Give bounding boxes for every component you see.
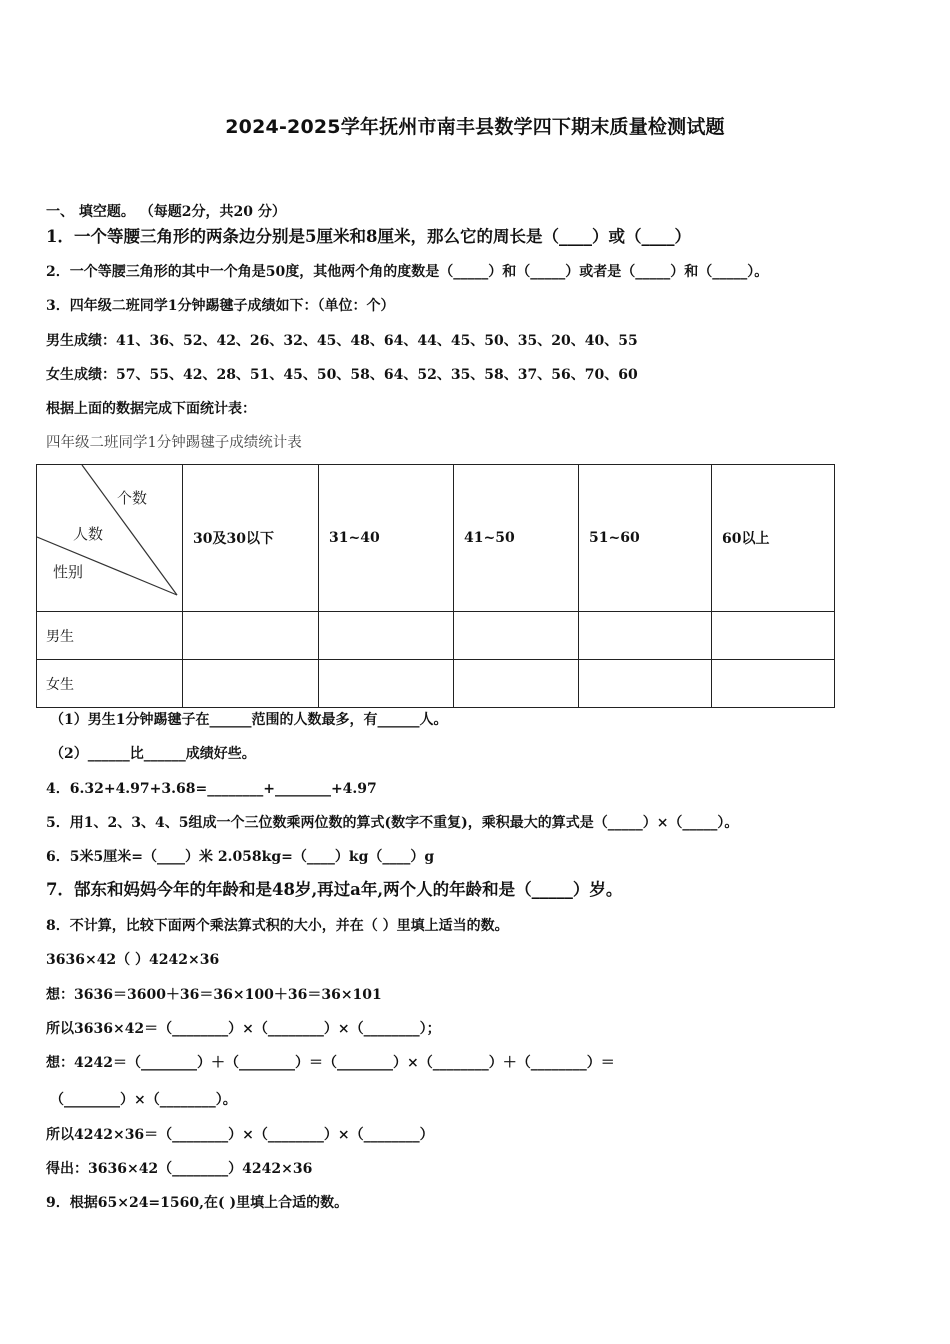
column-header: 31~40 — [319, 465, 454, 612]
question-3-part-2: （2）______比______成绩好些。 — [50, 746, 256, 762]
table-corner-cell — [37, 465, 183, 612]
question-8-think-2: 想：4242＝（________）＋（________）＝（________）×（________）＋（________）＝ — [46, 1055, 615, 1071]
question-7: 7．郜东和妈妈今年的年龄和是48岁,再过a年,两个人的年龄和是（_____）岁。 — [46, 880, 623, 899]
table-cell[interactable] — [319, 660, 454, 708]
row-label-boys: 男生 — [37, 612, 183, 660]
question-8-so-2: 所以4242×36＝（________）×（________）×（________） — [46, 1127, 434, 1143]
table-cell[interactable] — [319, 612, 454, 660]
question-1: 1．一个等腰三角形的两条边分别是5厘米和8厘米，那么它的周长是（____）或（____） — [46, 227, 691, 246]
question-5: 5．用1、2、3、4、5组成一个三位数乘两位数的算式(数字不重复)，乘积最大的算式是（_____）×（_____）。 — [46, 815, 739, 831]
girls-scores: 女生成绩：57、55、42、28、51、45、50、58、64、52、35、58、37、56、70、60 — [46, 367, 638, 383]
question-4: 4．6.32+4.97+3.68=________+________+4.97 — [46, 781, 377, 797]
table-cell[interactable] — [183, 612, 319, 660]
section-heading-fill-in: 一、 填空题。 （每题2分，共20 分） — [46, 204, 286, 220]
table-cell[interactable] — [454, 660, 579, 708]
table-cell[interactable] — [454, 612, 579, 660]
table-caption: 四年级二班同学1分钟踢毽子成绩统计表 — [46, 435, 302, 451]
table-cell[interactable] — [712, 660, 835, 708]
statistics-table — [36, 464, 835, 708]
column-header: 41~50 — [454, 465, 579, 612]
column-header: 30及30以下 — [183, 465, 319, 612]
table-row — [37, 660, 835, 708]
table-cell[interactable] — [183, 660, 319, 708]
question-8-conclusion: 得出：3636×42（________）4242×36 — [46, 1161, 313, 1177]
column-header: 60以上 — [712, 465, 835, 612]
question-8-so-1: 所以3636×42＝（________）×（________）×（________）； — [46, 1021, 441, 1037]
diagonal-lines — [37, 465, 182, 611]
corner-label-count: 个数 — [117, 489, 148, 507]
question-8-think-2-cont: （________）×（________）。 — [50, 1092, 237, 1108]
question-2: 2．一个等腰三角形的其中一个角是50度，其他两个角的度数是（_____）和（_____）或者是（_____）和（_____）。 — [46, 264, 769, 280]
question-3-part-1: （1）男生1分钟踢毽子在______范围的人数最多，有______人。 — [50, 712, 448, 728]
row-label-girls: 女生 — [37, 660, 183, 708]
question-6: 6．5米5厘米=（____）米 2.058kg=（____）kg（____）g — [46, 849, 435, 865]
corner-label-people: 人数 — [73, 525, 104, 543]
question-8-compare: 3636×42（ ）4242×36 — [46, 952, 220, 968]
table-cell[interactable] — [712, 612, 835, 660]
boys-scores: 男生成绩：41、36、52、42、26、32、45、48、64、44、45、50、35、20、40、55 — [46, 333, 638, 349]
question-8: 8．不计算，比较下面两个乘法算式积的大小，并在（ ）里填上适当的数。 — [46, 918, 509, 934]
table-row — [37, 612, 835, 660]
question-8-think-1: 想：3636＝3600＋36＝36×100＋36＝36×101 — [46, 987, 382, 1003]
corner-label-gender: 性别 — [53, 563, 84, 581]
column-header: 51~60 — [579, 465, 712, 612]
table-cell[interactable] — [579, 612, 712, 660]
question-3: 3．四年级二班同学1分钟踢毽子成绩如下：（单位：个） — [46, 298, 395, 314]
question-9: 9．根据65×24=1560,在( )里填上合适的数。 — [46, 1195, 349, 1211]
table-instruction: 根据上面的数据完成下面统计表： — [46, 401, 256, 417]
table-cell[interactable] — [579, 660, 712, 708]
page-title: 2024-2025学年抚州市南丰县数学四下期末质量检测试题 — [225, 116, 725, 138]
